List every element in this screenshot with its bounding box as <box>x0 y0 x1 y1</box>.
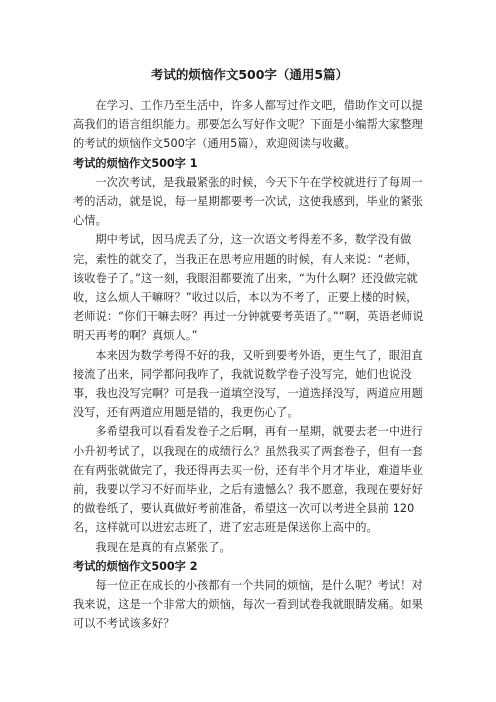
section-paragraph: 我现在是真的有点紧张了。 <box>95 540 231 554</box>
section-paragraph: 多希望我可以看看发卷子之后啊，再有一星期，就要去老一中进行小升初考试了，以我现在的成绩行么？虽然我买了两套卷子，但有一套在有两张就做完了，我还得再去买一份，还有半个月才毕业，难道毕业前，我要以学习不好而毕业，之后有遗憾么？我不愿意，我现在要好好的做卷纸了，要认真做好考前准备，希望这一次可以考进全县前 120 名，这样就可以进宏志班了，进了宏志班是保送你上高中的。 <box>73 425 423 535</box>
section-paragraph: 一次次考试，是我最紧张的时候，今天下午在学校就进行了每周一考的活动，就是说，每一星期都要考一次试，这使我感到，毕业的紧张心情。 <box>73 175 423 228</box>
document-title: 考试的烦恼作文500字（通用5篇） <box>150 67 349 82</box>
section-paragraph: 本来因为数学考得不好的我，又听到要考外语，更生气了，眼泪直接流了出来，同学都问我咋了，我就说数学卷子没写完，她们也说没事，我也没写完啊？可是我一道填空没写，一道选择没写，两道应用题没写，还有两道应用题是错的，我更伤心了。 <box>73 348 423 420</box>
section-paragraph: 每一位正在成长的小孩都有一个共同的烦恼，是什么呢？考试！对我来说，这是一个非常大的烦恼，每次一看到试卷我就眼睛发痛。如果可以不考试该多好？ <box>73 579 423 631</box>
intro-paragraph: 在学习、工作乃至生活中，许多人都写过作文吧，借助作文可以提高我们的语言组织能力。那要怎么写好作文呢？下面是小编帮大家整理的考试的烦恼作文500字（通用5篇），欢迎阅读与收藏。 <box>73 99 423 151</box>
essay-section-2 <box>73 557 426 634</box>
section-heading: 考试的烦恼作文500字 1 <box>73 156 198 170</box>
section-heading: 考试的烦恼作文500字 2 <box>73 559 198 573</box>
section-paragraph: 期中考试，因马虎丢了分，这一次语文考得差不多，数学没有做完，索性的就交了，当我正在思考应用题的时候，有人来说：“老师，该收卷子了。”这一刻，我眼泪都要流了出来，“为什么啊？还没做完就收，这么烦人干嘛呀？”收过以后，本以为不考了，正要上楼的时候，老师说：“你们干嘛去呀？再过一分钟就要考英语了。”“啊，英语老师说明天再考的啊？真烦人。” <box>73 233 424 343</box>
essay-section-1 <box>73 154 426 557</box>
